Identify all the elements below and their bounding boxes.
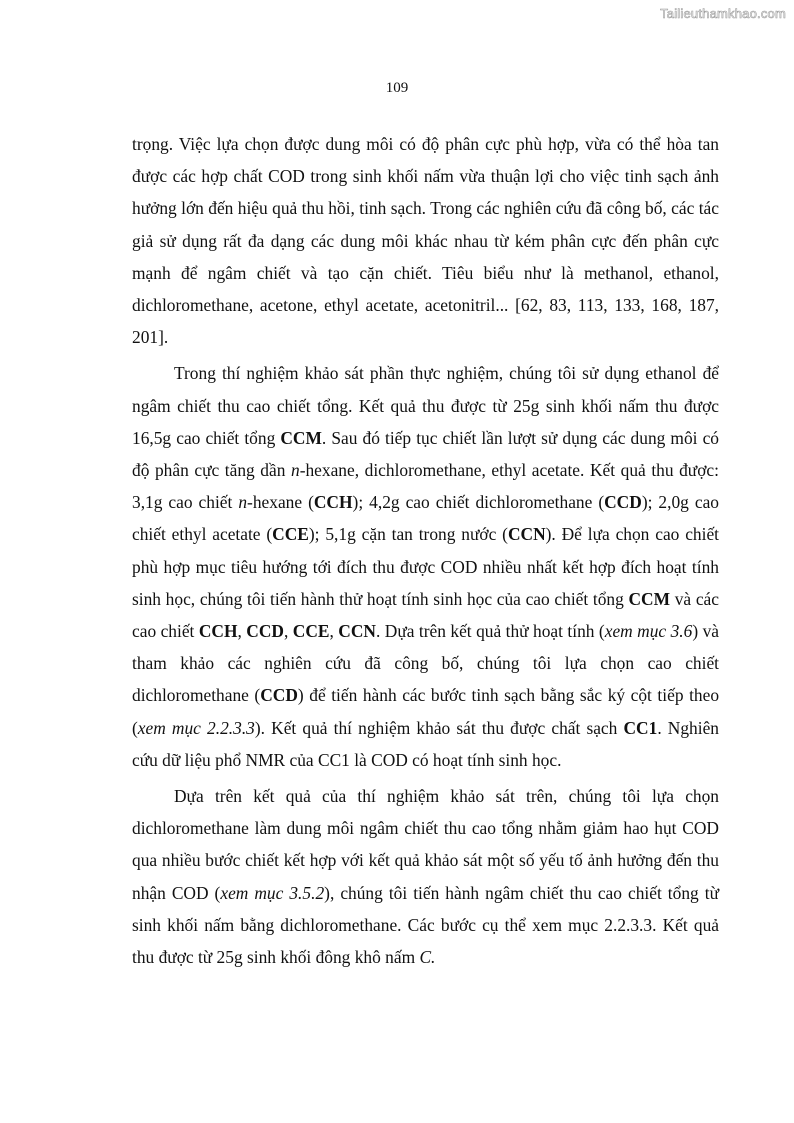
italic-term: xem mục 3.5.2 bbox=[220, 882, 325, 903]
bold-term: CCD bbox=[260, 685, 298, 706]
text-run: , bbox=[283, 621, 293, 642]
text-run: ). Kết quả thí nghiệm khảo sát thu được chất sạch bbox=[254, 717, 624, 738]
text-run: . Nghiên cứu dữ liệu phổ NMR của CC1 là COD có hoạt tính sinh học. bbox=[132, 717, 719, 770]
paragraph-3 bbox=[132, 780, 719, 973]
body-text bbox=[132, 128, 719, 973]
text-run: -hexane ( bbox=[247, 492, 314, 513]
text-run: trọng. Việc lựa chọn được dung môi có độ phân cực phù hợp, vừa có thể hòa tan được các hợp chất COD trong sinh khối nấm vừa thuận lợi cho việc tinh sạch ảnh hưởng lớn đến hiệu quả thu hồi, tinh sạch. Trong các nghiên cứu đã công bố, các tác giả sử dụng rất đa dạng các dung môi khác nhau từ kém phân cực đến phân cực mạnh để ngâm chiết và tạo cặn chiết. Tiêu biểu như là methanol, ethanol, dichloromethane, acetone, ethyl acetate, acetonitril... [62, 83, 113, 133, 168, 187, 201]. bbox=[132, 134, 719, 348]
italic-term: C. bbox=[419, 947, 436, 968]
text-run: và các cao chiết bbox=[132, 588, 719, 642]
bold-term: CCD bbox=[604, 492, 642, 513]
text-run: ); 4,2g cao chiết dichloromethane ( bbox=[352, 492, 605, 513]
paragraph-1 bbox=[132, 128, 719, 353]
text-run: ); 2,0g cao chiết ethyl acetate ( bbox=[132, 492, 719, 545]
bold-term: CC1 bbox=[623, 717, 658, 738]
text-run: . Dựa trên kết quả thử hoạt tính ( bbox=[375, 621, 605, 642]
text-run: -hexane, dichloromethane, ethyl acetate. Kết quả thu được: 3,1g cao chiết bbox=[132, 460, 719, 513]
text-run: ) và tham khảo các nghiên cứu đã công bố, chúng tôi lựa chọn cao chiết dichloromethane ( bbox=[132, 621, 719, 706]
paragraph-2 bbox=[132, 357, 719, 776]
bold-term: CCN bbox=[338, 621, 376, 642]
italic-term: n bbox=[290, 460, 300, 481]
bold-term: CCN bbox=[507, 524, 546, 545]
italic-term: xem mục 3.6 bbox=[604, 621, 693, 642]
text-run: , bbox=[237, 621, 247, 642]
italic-term: n bbox=[238, 492, 248, 513]
watermark-text: Tailieuthamkhao.com bbox=[660, 6, 786, 21]
bold-term: CCD bbox=[246, 621, 284, 642]
text-run: ); 5,1g cặn tan trong nước ( bbox=[308, 524, 508, 545]
bold-term: CCH bbox=[198, 621, 238, 642]
bold-term: CCE bbox=[272, 524, 309, 545]
text-run: ) để tiến hành các bước tinh sạch bằng sắc ký cột tiếp theo ( bbox=[132, 685, 720, 738]
text-run: Trong thí nghiệm khảo sát phần thực nghiệm, chúng tôi sử dụng ethanol để ngâm chiết thu cao chiết tổng. Kết quả thu được từ 25g sinh khối nấm thu được 16,5g cao chiết tổng bbox=[132, 363, 719, 448]
italic-term: xem mục 2.2.3.3 bbox=[137, 717, 255, 738]
bold-term: CCH bbox=[313, 492, 353, 513]
text-run: Dựa trên kết quả của thí nghiệm khảo sát trên, chúng tôi lựa chọn dichloromethane làm dung môi ngâm chiết thu cao tổng nhằm giảm hao hụt COD qua nhiều bước chiết kết hợp với kết quả khảo sát một số yếu tố ảnh hưởng đến thu nhận COD ( bbox=[132, 786, 719, 903]
bold-term: CCM bbox=[628, 588, 671, 609]
bold-term: CCE bbox=[292, 621, 330, 642]
text-run: . Sau đó tiếp tục chiết lần lượt sử dụng các dung môi có độ phân cực tăng dần bbox=[132, 427, 719, 481]
text-run: ). Để lựa chọn cao chiết phù hợp mục tiêu hướng tới đích thu được COD nhiều nhất kết hợp đích hoạt tính sinh học, chúng tôi tiến hành thử hoạt tính sinh học của cao chiết tổng bbox=[132, 524, 720, 609]
text-run: , bbox=[329, 621, 339, 642]
page-number: 109 bbox=[385, 80, 409, 96]
bold-term: CCM bbox=[280, 427, 322, 448]
text-run: ), chúng tôi tiến hành ngâm chiết thu cao chiết tổng từ sinh khối nấm bằng dichloromethane. Các bước cụ thể xem mục 2.2.3.3. Kết quả thu được từ 25g sinh khối đông khô nấm bbox=[132, 882, 719, 968]
